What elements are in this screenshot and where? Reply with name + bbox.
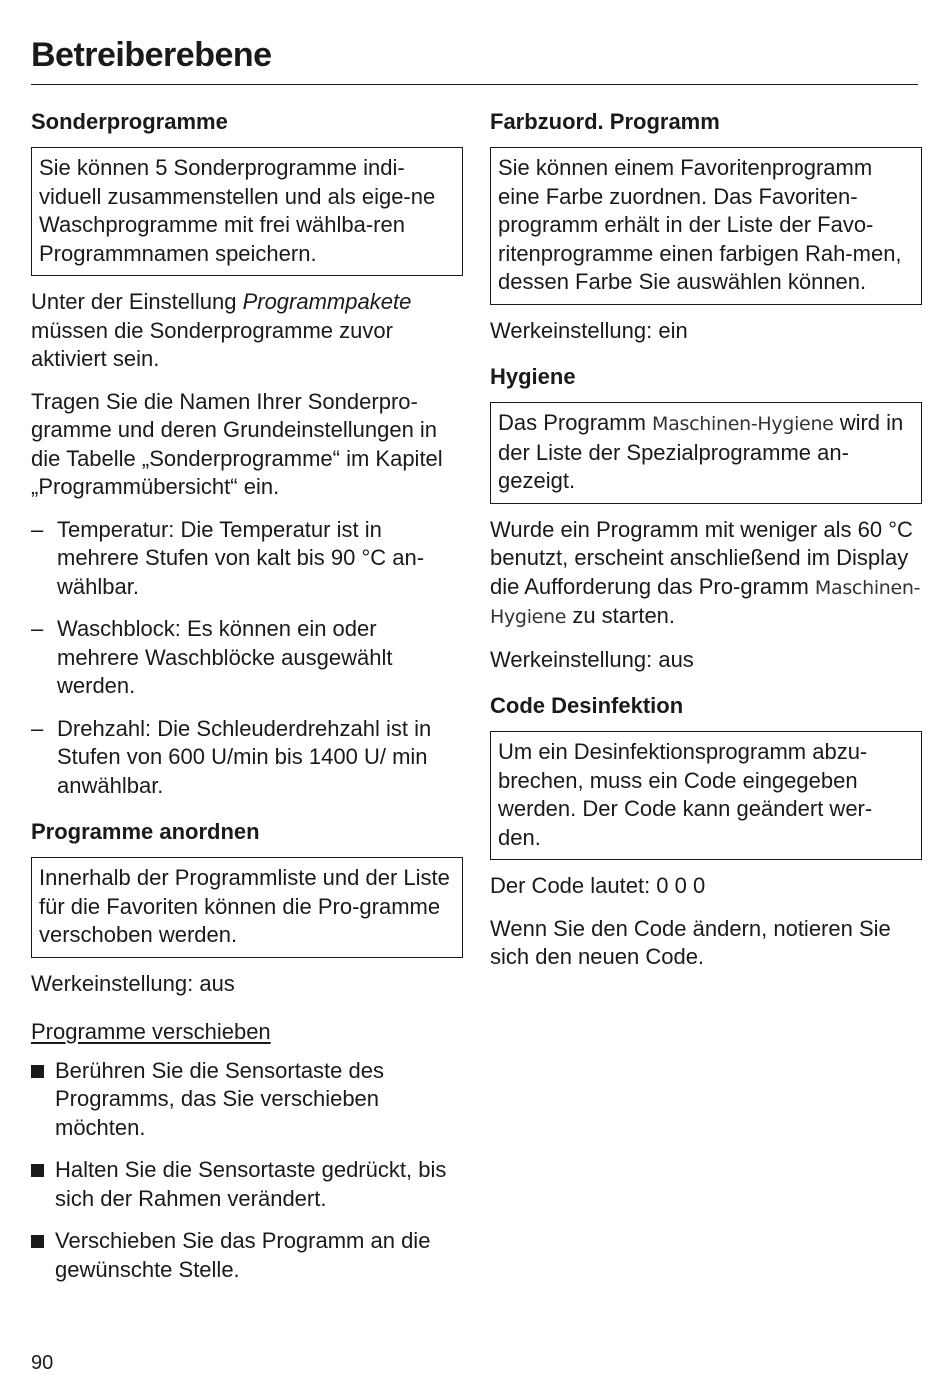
paragraph-text: müssen die Sonderprogramme zuvor aktiviert sein. (31, 317, 393, 371)
section-sonderprogramme (31, 108, 463, 800)
dash-bullet: – (31, 516, 44, 542)
display-text-maschinen-hygiene: Maschinen-Hygiene (652, 413, 834, 435)
info-box-farbzuordnung: Sie können einem Favoritenprogramm eine Farbe zuordnen. Das Favoriten-programm erhält in der Liste der Favo-ritenprogramme einen farbigen Rah-men, dessen Farbe Sie auswählen können. (490, 147, 922, 305)
page-number: 90 (31, 1352, 54, 1374)
section-heading-hygiene: Hygiene (490, 364, 576, 389)
square-bullet-icon (31, 1235, 44, 1248)
section-heading-sonderprogramme: Sonderprogramme (31, 109, 228, 134)
paragraph-programmpakete (31, 288, 463, 374)
display-text-maschinen-hygiene: Maschinen-Hygiene (490, 576, 921, 628)
info-box-hygiene (490, 402, 922, 504)
list-item-text: Waschblock: Es können ein oder mehrere Waschblöcke ausgewählt werden. (57, 616, 393, 698)
list-item-waschblock (31, 615, 463, 701)
left-column (31, 108, 463, 1298)
paragraph-text: Unter der Einstellung (31, 289, 243, 314)
box-text: Das Programm (498, 410, 653, 435)
step-text: Berühren Sie die Sensortaste des Programms, das Sie verschieben möchten. (55, 1057, 384, 1140)
info-box-code-desinfektion: Um ein Desinfektionsprogramm abzu-brechen, muss ein Code eingegeben werden. Der Code kann geändert wer-den. (490, 731, 922, 860)
settings-list (31, 516, 463, 801)
section-programme-anordnen (31, 818, 463, 1284)
section-farbzuordnung (490, 108, 922, 345)
list-item-temperatur (31, 516, 463, 602)
paragraph-text: zu starten. (566, 603, 676, 628)
step-text: Halten Sie die Sensortaste gedrückt, bis sich der Rahmen verändert. (55, 1157, 447, 1211)
paragraph-text: Wurde ein Programm mit weniger als 60 °C benutzt, erscheint anschließend im Display die Aufforderung das Pro-gramm (490, 516, 913, 599)
title-rule (31, 84, 918, 85)
list-item-text: Drehzahl: Die Schleuderdrehzahl ist in Stufen von 600 U/min bis 1400 U/ min anwählbar. (57, 715, 432, 798)
list-item-drehzahl (31, 715, 463, 801)
section-heading-programme-anordnen: Programme anordnen (31, 819, 260, 844)
square-bullet-icon (31, 1065, 44, 1078)
dash-bullet: – (31, 616, 44, 641)
info-box-sonderprogramme: Sie können 5 Sonderprogramme indi-viduell zusammenstellen und als eige-ne Waschprogramme mit frei wählba-ren Programmnamen speichern. (31, 147, 463, 276)
paragraph-code-aendern: Wenn Sie den Code ändern, notieren Sie sich den neuen Code. (490, 915, 891, 969)
subheading-programme-verschieben: Programme verschieben (31, 1019, 271, 1044)
factory-setting-farbzuordnung: Werkeinstellung: ein (490, 317, 688, 343)
factory-setting-hygiene: Werkeinstellung: aus (490, 646, 694, 672)
section-hygiene (490, 363, 922, 674)
dash-bullet: – (31, 715, 44, 741)
paragraph-code-value: Der Code lautet: 0 0 0 (490, 873, 706, 898)
box-text: wird in der Liste der Spezialprogramme an-gezeigt. (498, 410, 904, 493)
section-heading-code-desinfektion: Code Desinfektion (490, 693, 684, 718)
paragraph-hygiene (490, 516, 922, 632)
right-column (490, 108, 922, 986)
section-heading-farbzuordnung: Farbzuord. Programm (490, 109, 720, 134)
step-text: Verschieben Sie das Programm an die gewünschte Stelle. (55, 1228, 431, 1282)
page-title: Betreiberebene (31, 36, 272, 74)
paragraph-tabelle: Tragen Sie die Namen Ihrer Sonderpro-gramme und deren Grundeinstellungen in die Tabelle „Sonderprogramme“ im Kapitel „Programmübersicht“ ein. (31, 388, 443, 499)
info-box-programme-anordnen: Innerhalb der Programmliste und der Liste für die Favoriten können die Pro-gramme verschoben werden. (31, 857, 463, 958)
steps-list (31, 1057, 463, 1285)
step-item-verschieben (31, 1227, 463, 1284)
setting-name-programmpakete: Programmpakete (242, 289, 412, 314)
section-code-desinfektion (490, 692, 922, 972)
list-item-text: Temperatur: Die Temperatur ist in mehrere Stufen von kalt bis 90 °C an-wählbar. (57, 516, 425, 599)
factory-setting-anordnen: Werkeinstellung: aus (31, 970, 235, 996)
step-item-halten (31, 1156, 463, 1213)
step-item-beruehren (31, 1057, 463, 1143)
square-bullet-icon (31, 1164, 44, 1177)
